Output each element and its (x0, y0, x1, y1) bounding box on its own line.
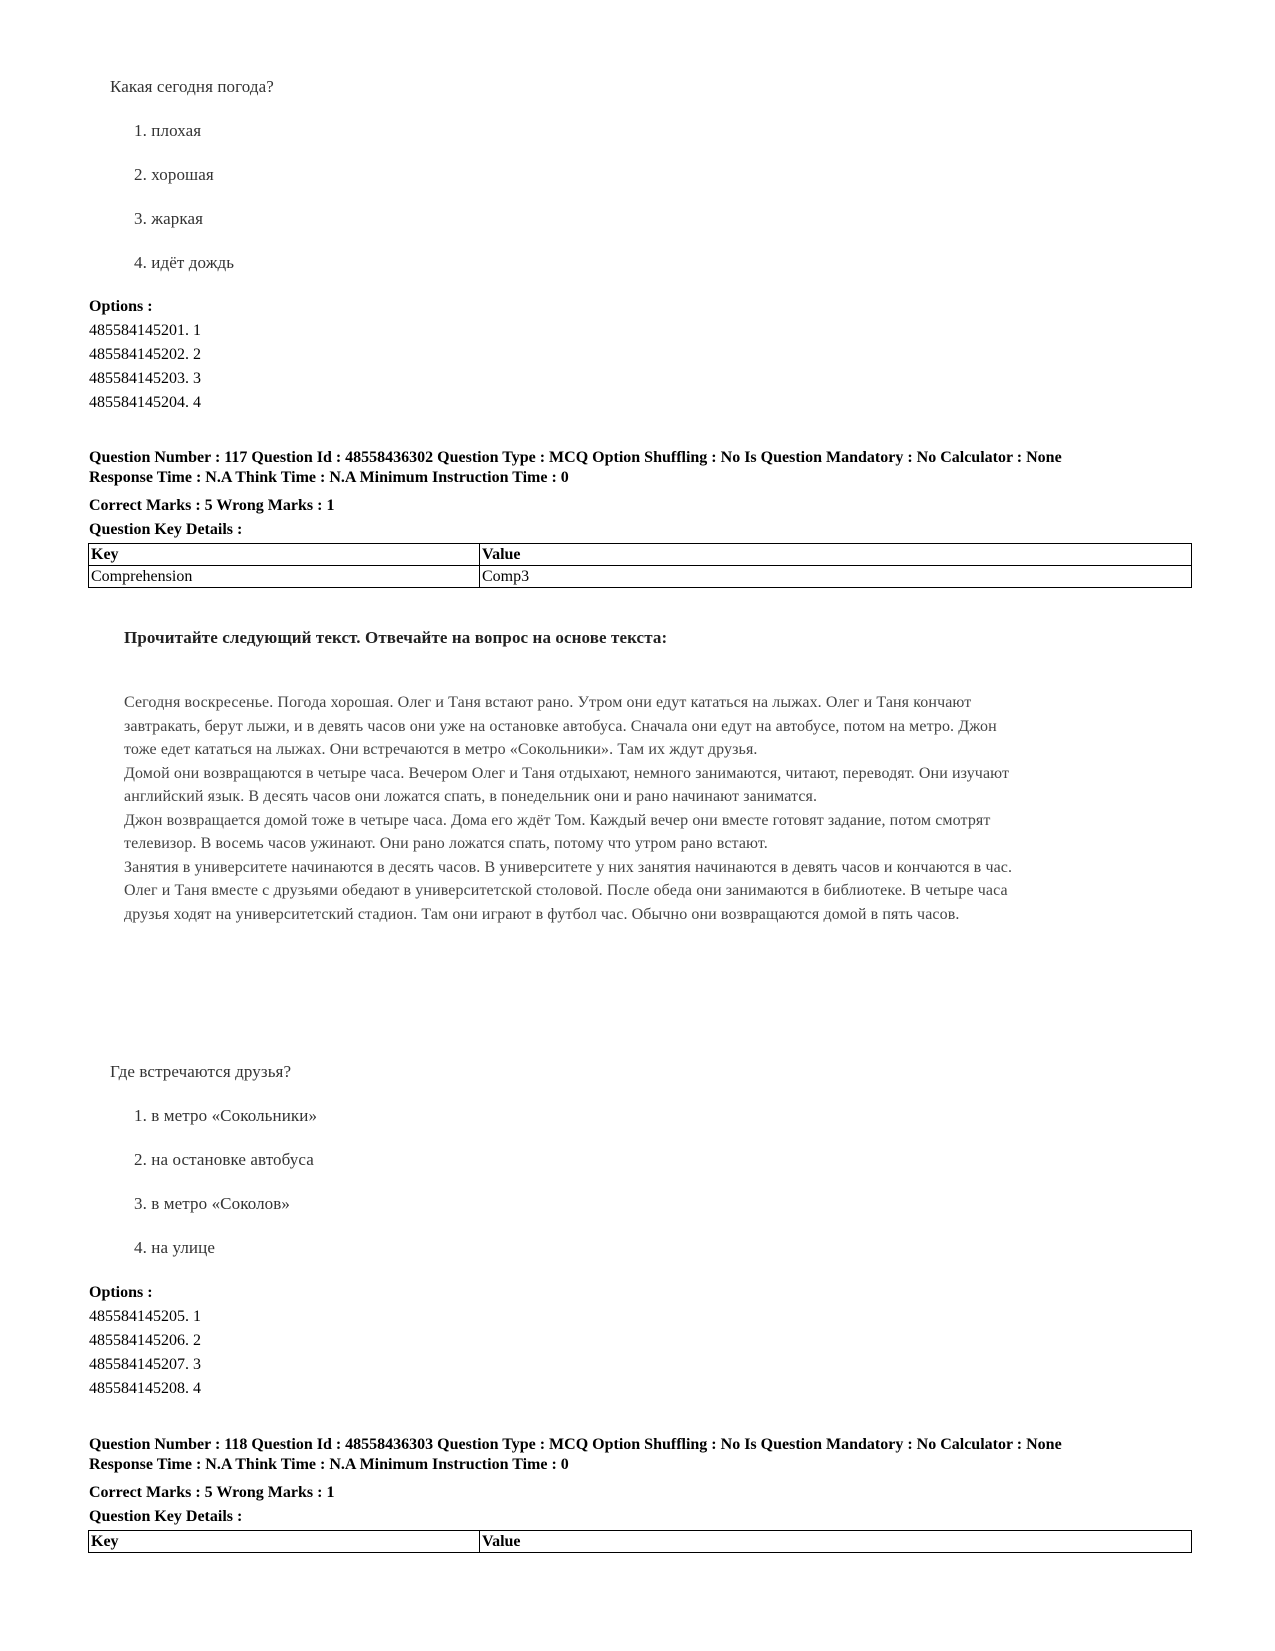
choice-4: 4. идёт дождь (134, 253, 235, 272)
choice-4: 4. на улице (134, 1238, 215, 1257)
marks-line: Correct Marks : 5 Wrong Marks : 1 (89, 497, 335, 514)
option-item: 485584145208. 4 (89, 1380, 201, 1397)
options-label: Options : (89, 1284, 153, 1301)
table-cell-value: Comp3 (480, 566, 1192, 588)
table-header-key: Key (89, 544, 480, 566)
choice-2: 2. хорошая (134, 165, 214, 184)
option-item: 485584145204. 4 (89, 394, 201, 411)
option-item: 485584145206. 2 (89, 1332, 201, 1349)
question-meta-line: Response Time : N.A Think Time : N.A Minimum Instruction Time : 0 (89, 469, 569, 486)
marks-line: Correct Marks : 5 Wrong Marks : 1 (89, 1484, 335, 1501)
choice-3: 3. в метро «Соколов» (134, 1194, 290, 1213)
choice-1: 1. плохая (134, 121, 202, 140)
table-row (89, 566, 1192, 588)
option-item: 485584145207. 3 (89, 1356, 201, 1373)
passage-paragraph: Занятия в университете начинаются в десять часов. В университете у них занятия начинаются в девять часов и кончаются в час. Олег и Таня вместе с друзьями обедают в университетской столовой. После обеда они занимаются в библиотеке. В четыре часа друзья ходят на университетский стадион. Там они играют в футбол час. Обычно они возвращаются домой в пять часов. (124, 858, 1013, 923)
table-header-value: Value (480, 544, 1192, 566)
passage-title: Прочитайте следующий текст. Отвечайте на вопрос на основе текста: (124, 628, 668, 647)
table-header-row (89, 544, 1192, 566)
comprehension-passage (124, 691, 1014, 926)
table-header-row (89, 1531, 1192, 1553)
passage-paragraph: Домой они возвращаются в четыре часа. Вечером Олег и Таня отдыхают, немного занимаются, читают, переводят. Они изучают английский язык. В десять часов они ложатся спать, в понедельник они и рано начинают заниматся. (124, 764, 1010, 805)
option-item: 485584145205. 1 (89, 1308, 201, 1325)
key-details-table (88, 543, 1192, 588)
question-meta-line: Question Number : 117 Question Id : 48558436302 Question Type : MCQ Option Shuffling : No Is Question Mandatory : No Calculator : None (89, 449, 1062, 466)
table-cell-key: Comprehension (89, 566, 480, 588)
question-meta-line: Question Number : 118 Question Id : 48558436303 Question Type : MCQ Option Shuffling : No Is Question Mandatory : No Calculator : None (89, 1436, 1062, 1453)
option-item: 485584145203. 3 (89, 370, 201, 387)
question-text: Какая сегодня погода? (110, 77, 274, 96)
key-details-label: Question Key Details : (89, 1508, 243, 1525)
table-header-key: Key (89, 1531, 480, 1553)
choice-2: 2. на остановке автобуса (134, 1150, 314, 1169)
key-details-table (88, 1530, 1192, 1553)
question-meta (89, 448, 1189, 488)
passage-paragraph: Сегодня воскресенье. Погода хорошая. Олег и Таня встают рано. Утром они едут кататься на лыжах. Олег и Таня кончают завтракать, берут лыжи, и в девять часов они уже на остановке автобуса. Сначала они едут на автобусе, потом на метро. Джон тоже едет кататься на лыжах. Они встречаются в метро «Сокольники». Там их ждут друзья. (124, 694, 997, 758)
passage-paragraph: Джон возвращается домой тоже в четыре часа. Дома его ждёт Том. Каждый вечер они вместе готовят задание, потом смотрят телевизор. В восемь часов ужинают. Они рано ложатся спать, потому что утром рано встают. (124, 811, 991, 852)
question-meta (89, 1435, 1189, 1475)
question-text: Где встречаются друзья? (110, 1062, 292, 1081)
key-details-label: Question Key Details : (89, 521, 243, 538)
option-item: 485584145201. 1 (89, 322, 201, 339)
choice-1: 1. в метро «Сокольники» (134, 1106, 318, 1125)
option-item: 485584145202. 2 (89, 346, 201, 363)
table-header-value: Value (480, 1531, 1192, 1553)
choice-3: 3. жаркая (134, 209, 204, 228)
question-meta-line: Response Time : N.A Think Time : N.A Minimum Instruction Time : 0 (89, 1456, 569, 1473)
options-label: Options : (89, 298, 153, 315)
